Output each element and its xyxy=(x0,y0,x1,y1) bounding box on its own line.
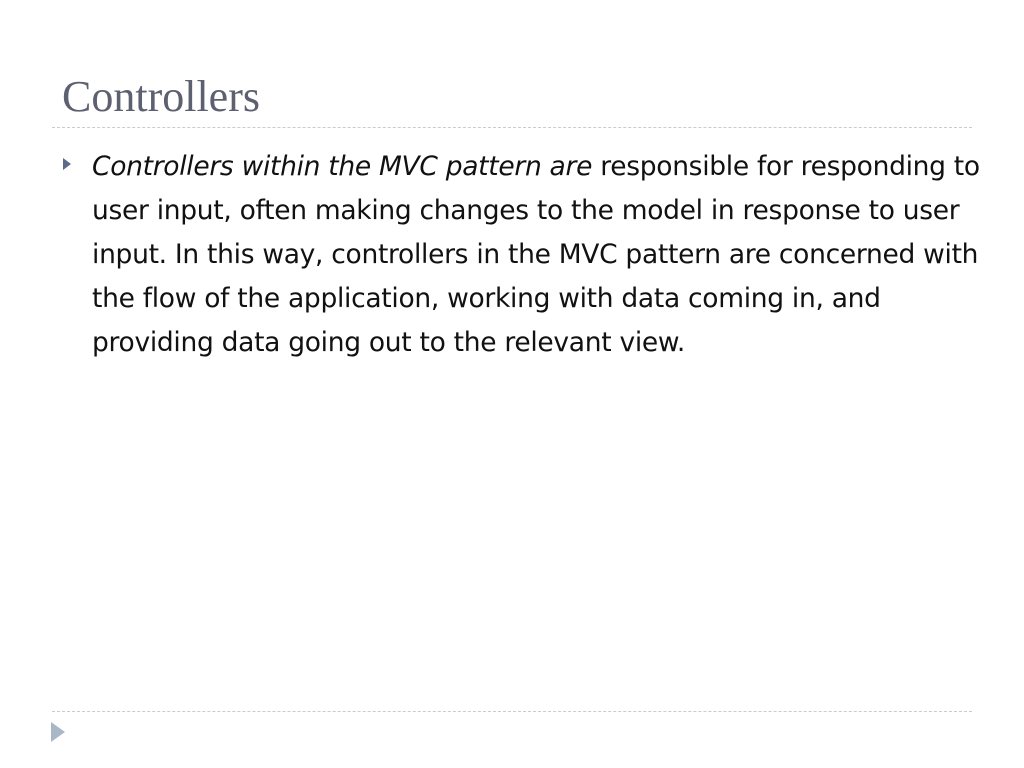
bullet-italic-lead: Controllers within the MVC pattern are xyxy=(92,151,593,182)
next-slide-arrow-icon[interactable] xyxy=(51,722,65,742)
footer-divider xyxy=(52,711,972,712)
title-divider xyxy=(52,127,972,128)
triangle-right-icon xyxy=(63,158,71,170)
bullet-item xyxy=(92,145,982,365)
bullet-text xyxy=(92,145,982,365)
bullet-body: responsible for responding to user input, often making changes to the model in response to user input. In this way, controllers in the MVC pattern are concerned with the flow of the application, working with data coming in, and providing data going out to the relevant view. xyxy=(92,151,980,358)
slide-title: Controllers xyxy=(62,72,260,121)
